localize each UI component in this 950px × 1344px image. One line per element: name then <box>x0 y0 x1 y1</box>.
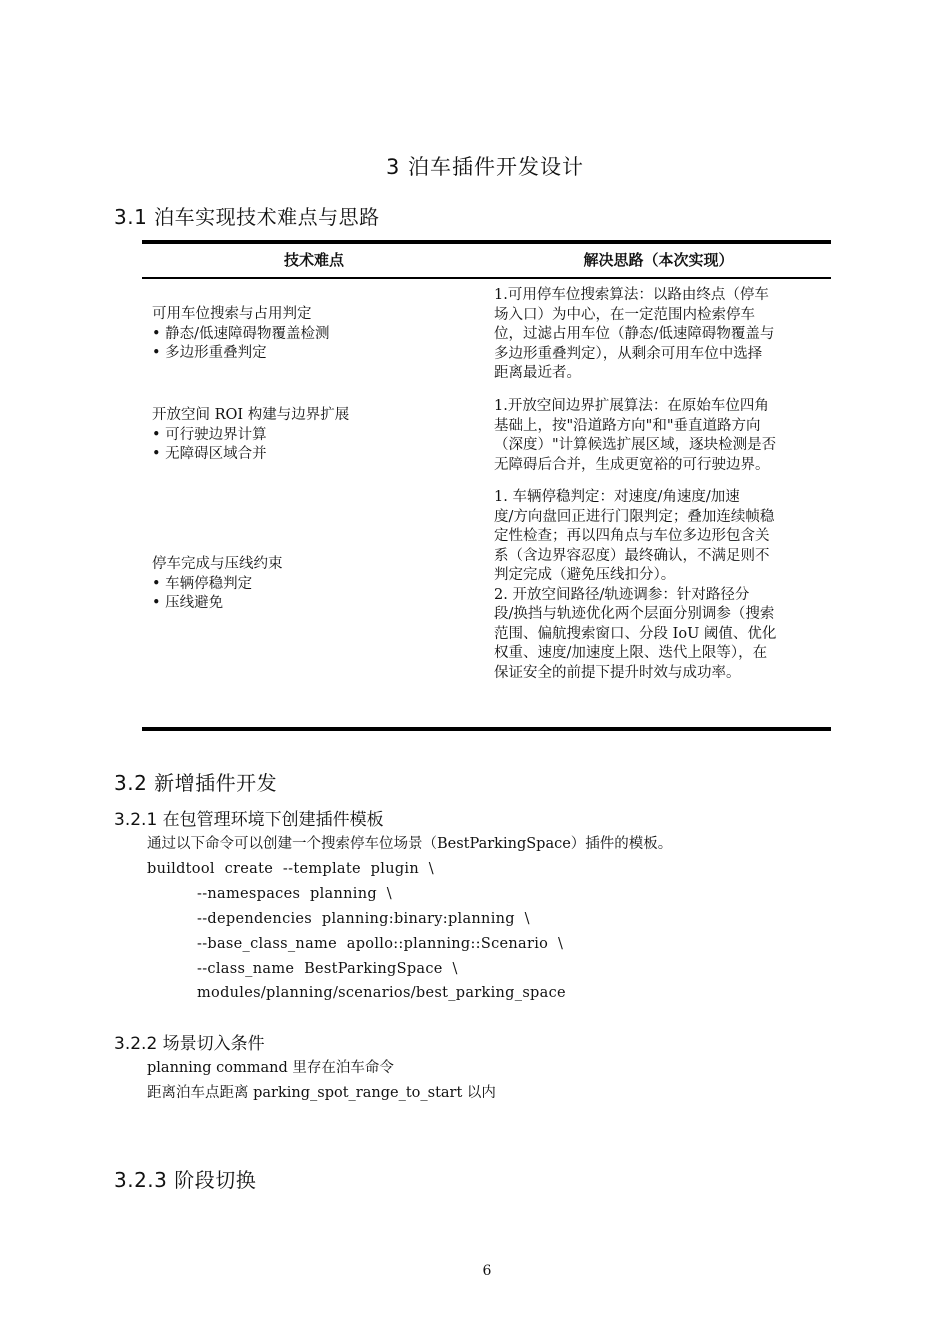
table-row-2-solution <box>494 397 826 475</box>
solution-line: 位，过滤占用车位（静态/低速障碍物覆盖与 <box>494 326 775 342</box>
table-bottom-rule <box>142 727 831 731</box>
difficulty-bullet: • 静态/低速障碍物覆盖检测 <box>152 325 330 342</box>
code-line: modules/planning/scenarios/best_parking_space <box>197 985 566 1001</box>
solution-line: 保证安全的前提下提升时效与成功率。 <box>494 664 741 681</box>
solution-line: 场入口）为中心，在一定范围内检索停车 <box>494 306 755 323</box>
table-header-solution: 解决思路（本次实现） <box>583 251 734 269</box>
difficulty-bullet: • 车辆停稳判定 <box>152 575 253 592</box>
table-row-2-difficulty <box>152 406 482 465</box>
solution-line: （深度）"计算候选扩展区域，逐块检测是否 <box>494 437 777 453</box>
solution-line: 距离最近者。 <box>494 365 581 381</box>
code-line: --class_name BestParkingSpace \ <box>197 961 458 977</box>
table-header-rule <box>142 277 831 279</box>
solution-line: 2. 开放空间路径/轨迹调参：针对路径分 <box>494 586 750 603</box>
difficulty-bullet: • 多边形重叠判定 <box>152 345 267 361</box>
solution-line: 系（含边界容忍度）最终确认，不满足则不 <box>494 547 770 564</box>
section-3-2-3-heading: 3.2.3 阶段切换 <box>114 1168 257 1192</box>
code-line: --namespaces planning \ <box>197 886 392 902</box>
chapter-title: 3 泊车插件开发设计 <box>385 155 585 179</box>
section-3-2-1-intro: 通过以下命令可以创建一个搜索停车位场景（BestParkingSpace）插件的模板。 <box>147 836 673 852</box>
code-line: --dependencies planning:binary:planning \ <box>197 911 530 927</box>
solution-line: 判定完成（避免压线扣分）。 <box>494 567 676 583</box>
table-top-rule <box>142 240 831 244</box>
condition-line: 距离泊车点距离 parking_spot_range_to_start 以内 <box>147 1085 496 1101</box>
code-line: buildtool create --template plugin \ <box>147 861 434 877</box>
difficulty-title: 停车完成与压线约束 <box>152 556 283 572</box>
section-3-2-heading: 3.2 新增插件开发 <box>114 771 278 795</box>
solution-line: 1.开放空间边界扩展算法：在原始车位四角 <box>494 398 769 414</box>
code-line: --base_class_name apollo::planning::Scenario \ <box>197 936 564 952</box>
table-row-1-solution <box>494 286 826 384</box>
difficulty-title: 开放空间 ROI 构建与边界扩展 <box>152 407 350 423</box>
table-row-3-difficulty <box>152 555 482 614</box>
section-3-2-2-heading: 3.2.2 场景切入条件 <box>114 1034 265 1054</box>
solution-line: 1.可用停车位搜索算法：以路由终点（停车 <box>494 287 769 303</box>
difficulty-title: 可用车位搜索与占用判定 <box>152 306 312 322</box>
table-header-difficulty: 技术难点 <box>283 251 344 269</box>
solution-line: 1. 车辆停稳判定：对速度/角速度/加速 <box>494 489 740 505</box>
solution-line: 范围、偏航搜索窗口、分段 IoU 阈值、优化 <box>494 625 777 642</box>
difficulty-bullet: • 可行驶边界计算 <box>152 426 267 443</box>
condition-line: planning command 里存在泊车命令 <box>147 1060 394 1076</box>
solution-line: 多边形重叠判定），从剩余可用车位中选择 <box>494 345 763 362</box>
page-number: 6 <box>482 1263 492 1279</box>
section-3-1-heading: 3.1 泊车实现技术难点与思路 <box>114 205 380 229</box>
table-row-3-solution <box>494 488 826 683</box>
solution-line: 度/方向盘回正进行门限判定；叠加连续帧稳 <box>494 508 775 525</box>
solution-line: 无障碍后合并，生成更宽裕的可行驶边界。 <box>494 456 770 473</box>
solution-line: 段/换挡与轨迹优化两个层面分别调参（搜索 <box>494 606 775 622</box>
solution-line: 权重、速度/加速度上限、迭代上限等），在 <box>494 645 768 661</box>
solution-line: 基础上，按"沿道路方向"和"垂直道路方向 <box>494 417 761 434</box>
section-3-2-1-heading: 3.2.1 在包管理环境下创建插件模板 <box>114 810 384 830</box>
table-row-1-difficulty <box>152 305 482 364</box>
difficulty-bullet: • 压线避免 <box>152 595 224 611</box>
difficulty-bullet: • 无障碍区域合并 <box>152 446 267 462</box>
solution-line: 定性检查；再以四角点与车位多边形包含关 <box>494 528 770 544</box>
